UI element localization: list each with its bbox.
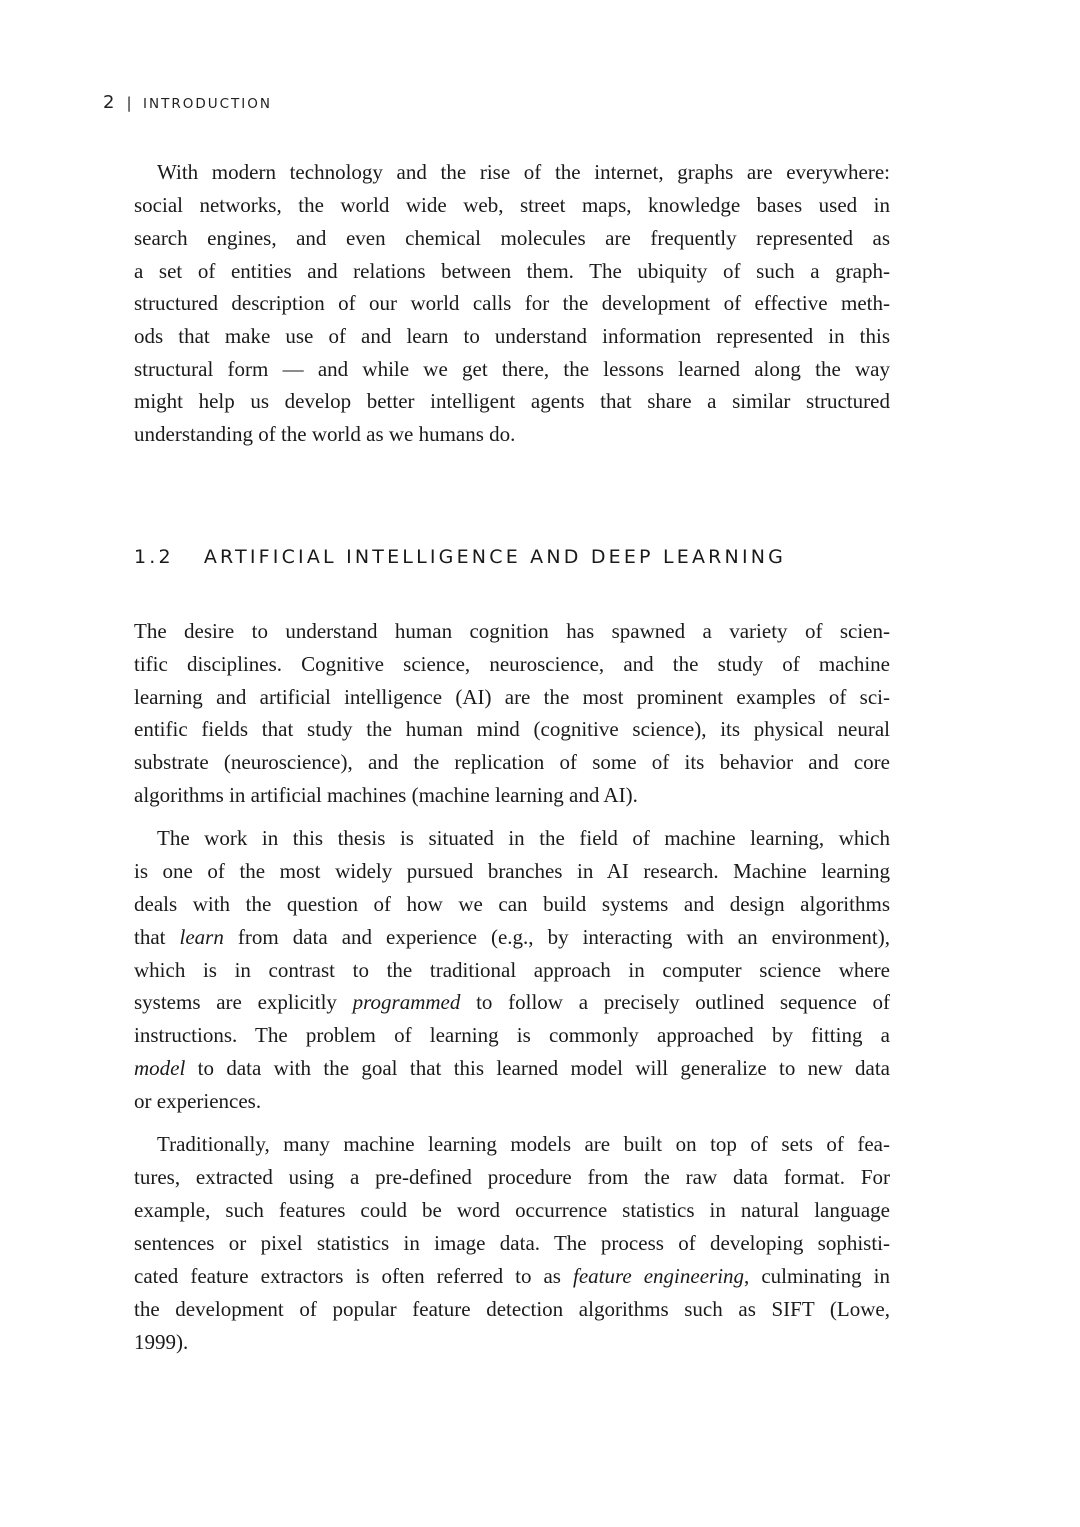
- text-line: [134, 989, 890, 1015]
- text-line: social networks, the world wide web, street maps, knowledge bases used in: [134, 193, 890, 217]
- emphasis-programmed: programmed: [352, 990, 461, 1014]
- text-line: structural form — and while we get there, the lessons learned along the way: [134, 357, 890, 381]
- page-number: 2: [103, 92, 115, 113]
- text-line: which is in contrast to the traditional approach in computer science where: [134, 958, 890, 982]
- text-run: cated feature extractors is often referred to as: [134, 1264, 573, 1288]
- text-line: example, such features could be word occurrence statistics in natural language: [134, 1198, 890, 1222]
- text-line: The desire to understand human cognition has spawned a variety of scien-: [134, 619, 890, 643]
- text-line: search engines, and even chemical molecules are frequently represented as: [134, 226, 890, 250]
- emphasis-learn: learn: [179, 925, 224, 949]
- text-line: The work in this thesis is situated in the field of machine learning, which: [157, 826, 890, 850]
- text-line: [134, 924, 890, 950]
- section-number: 1.2: [134, 546, 174, 568]
- text-run: systems are explicitly: [134, 990, 353, 1014]
- text-line: is one of the most widely pursued branches in AI research. Machine learning: [134, 859, 890, 883]
- text-line: structured description of our world calls for the development of effective meth-: [134, 291, 890, 315]
- text-line: learning and artificial intelligence (AI) are the most prominent examples of sci-: [134, 685, 890, 709]
- text-line: instructions. The problem of learning is commonly approached by fitting a: [134, 1023, 890, 1047]
- text-line: Traditionally, many machine learning models are built on top of sets of fea-: [157, 1132, 890, 1156]
- text-line: understanding of the world as we humans do.: [134, 422, 516, 446]
- emphasis-feature-engineering: feature engineering: [573, 1264, 745, 1288]
- text-line: With modern technology and the rise of the internet, graphs are everywhere:: [157, 160, 890, 184]
- text-line: substrate (neuroscience), and the replication of some of its behavior and core: [134, 750, 890, 774]
- text-line: ods that make use of and learn to understand information represented in this: [134, 324, 890, 348]
- running-head: [103, 92, 272, 113]
- text-line: deals with the question of how we can build systems and design algorithms: [134, 892, 890, 916]
- text-line: [134, 1263, 890, 1289]
- chapter-title: INTRODUCTION: [143, 96, 273, 112]
- text-line: entific fields that study the human mind (cognitive science), its physical neural: [134, 717, 890, 741]
- emphasis-model: model: [134, 1056, 186, 1080]
- running-head-separator: |: [126, 94, 134, 112]
- text-run: to data with the goal that this learned model will generalize to new data: [185, 1056, 890, 1080]
- text-run: that: [134, 925, 180, 949]
- text-line: might help us develop better intelligent agents that share a similar structured: [134, 389, 890, 413]
- text-run: from data and experience (e.g., by interacting with an environment),: [223, 925, 890, 949]
- section-title: ARTIFICIAL INTELLIGENCE AND DEEP LEARNING: [203, 546, 787, 568]
- text-line: sentences or pixel statistics in image data. The process of developing sophisti-: [134, 1231, 890, 1255]
- section-heading: [134, 546, 786, 568]
- text-line: tific disciplines. Cognitive science, neuroscience, and the study of machine: [134, 652, 890, 676]
- text-line: algorithms in artificial machines (machine learning and AI).: [134, 783, 638, 807]
- text-line: tures, extracted using a pre-defined procedure from the raw data format. For: [134, 1165, 890, 1189]
- text-line: the development of popular feature detection algorithms such as SIFT (Lowe,: [134, 1297, 890, 1321]
- text-line: [134, 1055, 890, 1081]
- text-line: a set of entities and relations between them. The ubiquity of such a graph-: [134, 259, 890, 283]
- text-line: 1999).: [134, 1330, 189, 1354]
- text-run: to follow a precisely outlined sequence of: [460, 990, 890, 1014]
- text-run: , culminating in: [744, 1264, 890, 1288]
- text-line: or experiences.: [134, 1089, 262, 1113]
